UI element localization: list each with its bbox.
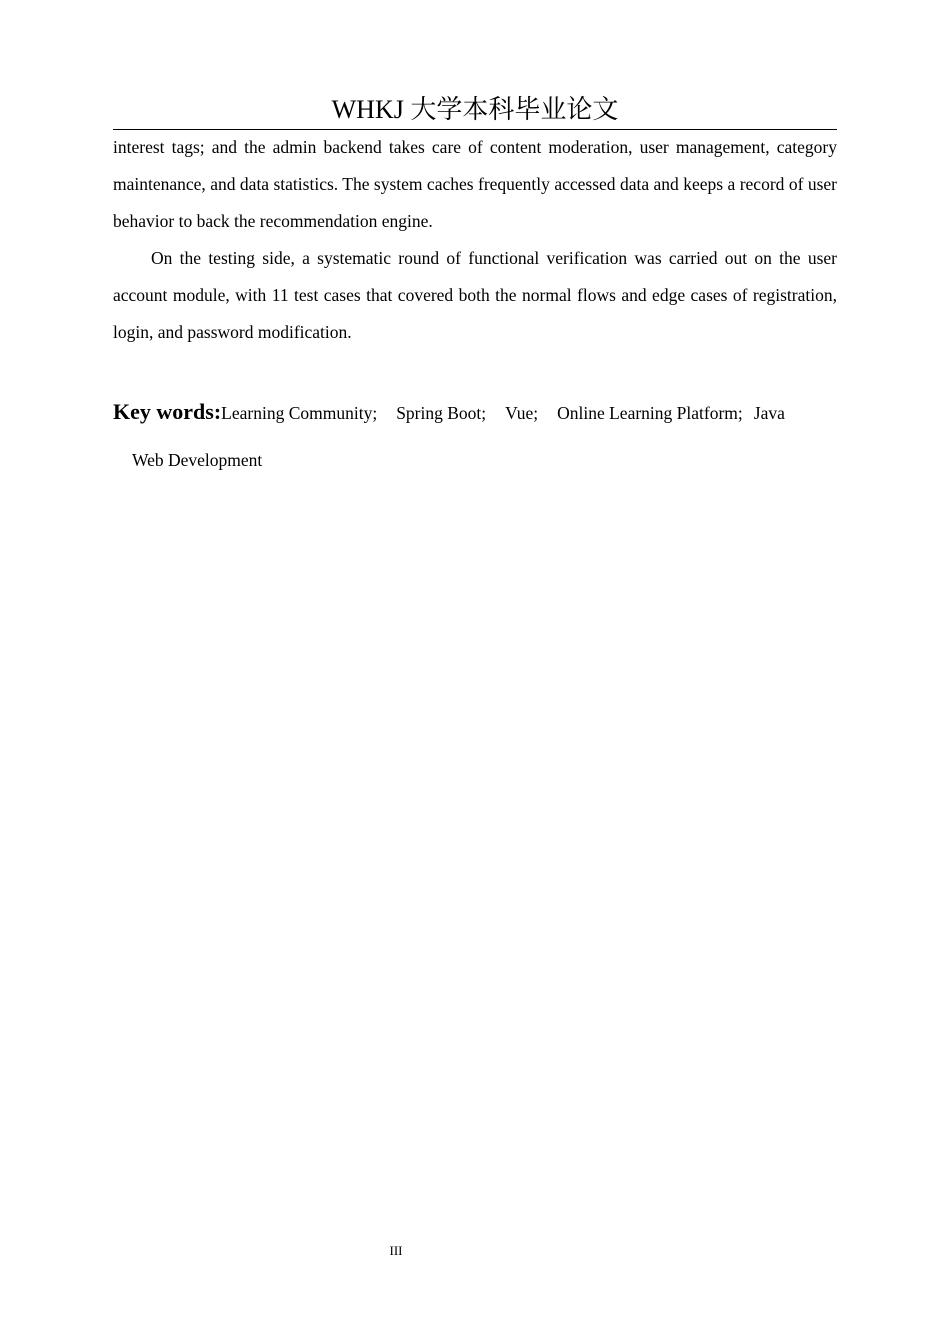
keywords-line-2 xyxy=(113,440,837,480)
abstract-body xyxy=(113,129,837,351)
keywords-section xyxy=(113,392,837,480)
keyword-item: Online Learning Platform; xyxy=(557,403,743,423)
keyword-item: Vue; xyxy=(505,403,539,423)
keyword-item: Spring Boot; xyxy=(396,403,487,423)
abstract-paragraph-1: interest tags; and the admin backend takes care of content moderation, user management, category maintenance, and data statistics. The system caches frequently accessed data and keeps a record of user behavior to back the recommendation engine. xyxy=(113,137,837,231)
page-number: III xyxy=(389,1243,403,1258)
keyword-item: Learning Community; xyxy=(221,403,378,423)
keywords-line-1 xyxy=(113,392,837,432)
keyword-item: Web Development xyxy=(132,450,263,470)
abstract-paragraph-2: On the testing side, a systematic round of functional verification was carried out on the user account module, with 11 test cases that covered both the normal flows and edge cases of registration, login, and password modification. xyxy=(113,248,837,342)
keywords-label: Key words: xyxy=(113,399,222,424)
keyword-item: Java xyxy=(753,403,785,423)
running-header-title: WHKJ 大学本科毕业论文 xyxy=(331,95,619,124)
